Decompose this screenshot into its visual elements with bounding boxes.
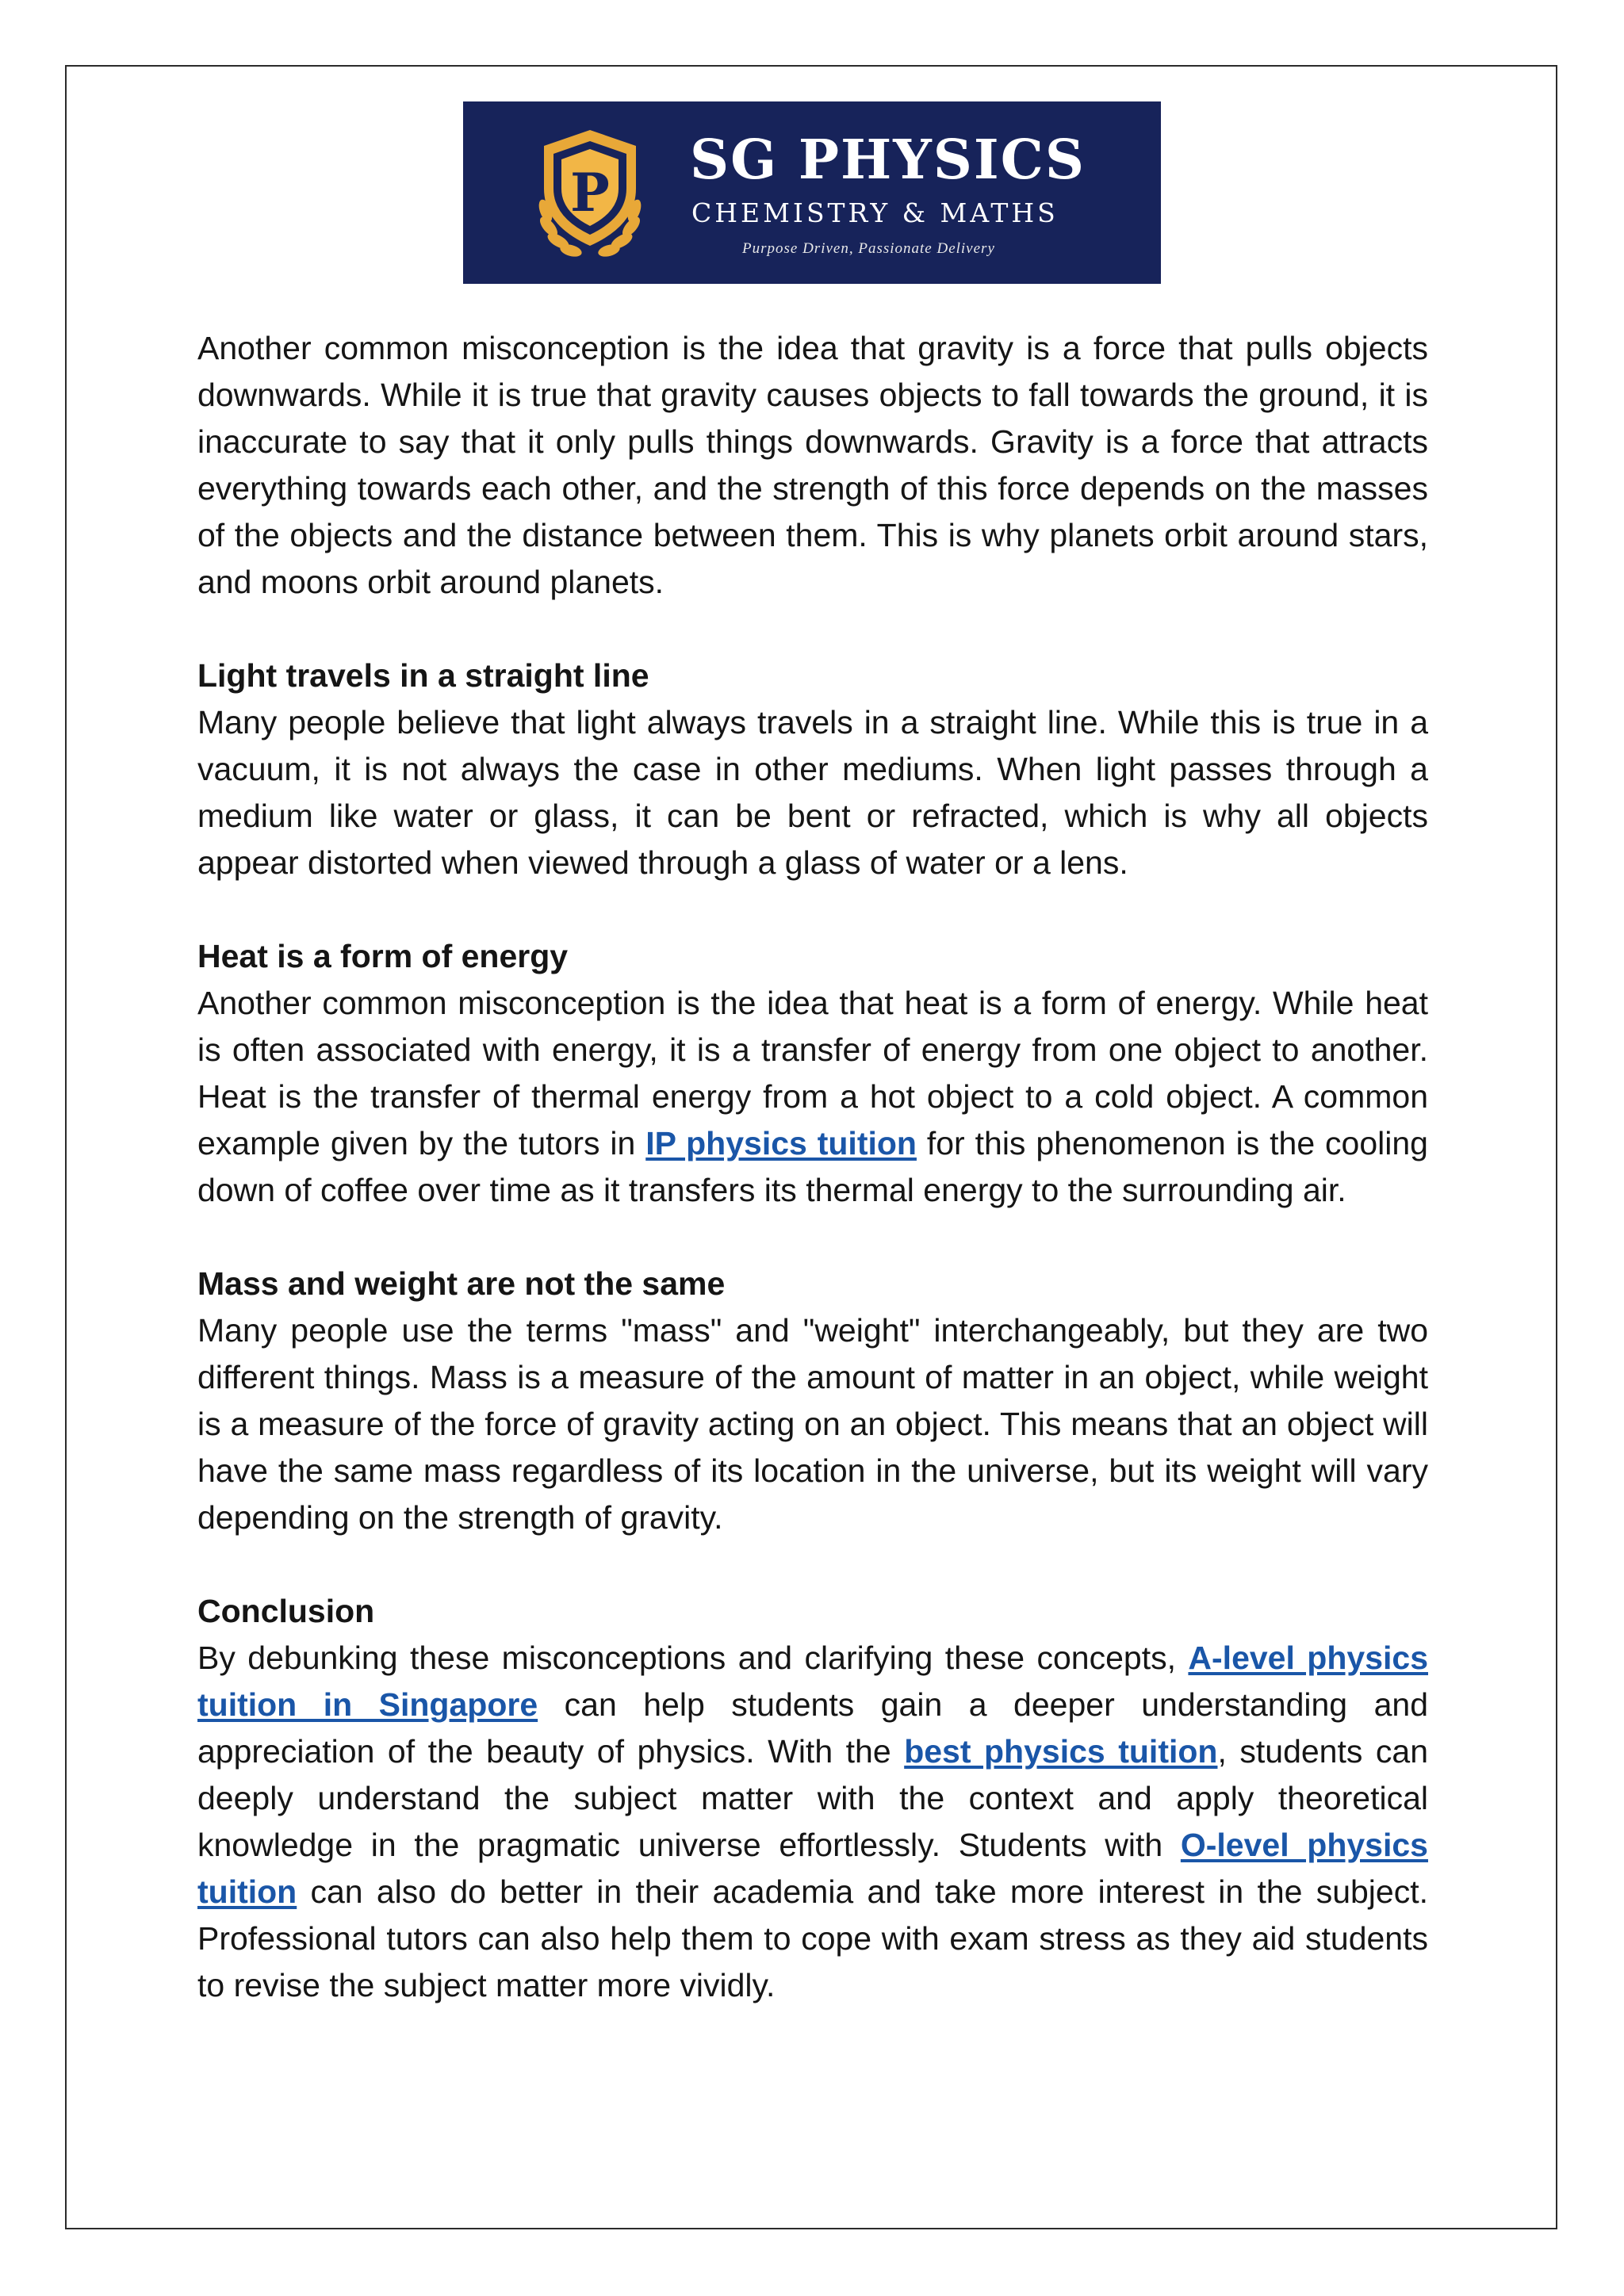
conclusion-text-4: can also do better in their academia and take more interest in the subject. Professional tutors can also help them to cope with exam stress as they aid students to revise the subject matter more vividly. <box>197 1873 1428 2003</box>
emblem-letter: P <box>570 162 610 224</box>
spacer <box>197 1214 1428 1261</box>
spacer <box>197 1541 1428 1588</box>
paragraph-heat <box>197 980 1428 1214</box>
paragraph-conclusion <box>197 1635 1428 2009</box>
heading-heat: Heat is a form of energy <box>197 938 569 974</box>
conclusion-text-3: , students can deeply understand the subject matter with the context and apply theoretical knowledge in the pragmatic universe effortlessly. Students with <box>197 1733 1429 1863</box>
ip-physics-tuition-link[interactable]: IP physics tuition <box>645 1125 917 1161</box>
heat-text-before: Another common misconception is the idea that heat is a form of energy. While heat is often associated with energy, it is a transfer of energy from one object to another. Heat is the transfer of thermal energy from a hot object to a cold object. A common example given by the tutors in <box>197 985 1428 1161</box>
intro-paragraph: Another common misconception is the idea that gravity is a force that pulls objects downwards. While it is true that gravity causes objects to fall towards the ground, it is inaccurate to say that it only pulls things downwards. Gravity is a force that attracts everything towards each other, and the strength of this force depends on the masses of the objects and the distance between them. This is why planets orbit around stars, and moons orbit around planets. <box>197 330 1428 600</box>
spacer <box>197 886 1428 933</box>
a-level-physics-tuition-link[interactable]: A-level physics tuition in Singapore <box>197 1640 1428 1723</box>
logo-tagline: Purpose Driven, Passionate Delivery <box>742 240 995 257</box>
logo-subtitle: CHEMISTRY & MATHS <box>691 197 1059 228</box>
heading-conclusion: Conclusion <box>197 1593 375 1629</box>
company-logo <box>463 101 1161 284</box>
heading-light: Light travels in a straight line <box>197 657 649 694</box>
shield-emblem-icon <box>519 122 661 265</box>
paragraph-mass: Many people use the terms "mass" and "weight" interchangeably, but they are two different things. Mass is a measure of the amount of matter in an object, while weight is a measure of the force of gravity acting on an object. This means that an object will have the same mass regardless of its location in the universe, but its weight will vary depending on the strength of gravity. <box>197 1312 1428 1536</box>
logo-title: SG PHYSICS <box>690 128 1086 192</box>
best-physics-tuition-link[interactable]: best physics tuition <box>904 1733 1218 1770</box>
o-level-physics-tuition-link[interactable]: O-level physics tuition <box>197 1827 1428 1910</box>
paragraph-light: Many people believe that light always travels in a straight line. While this is true in a vacuum, it is not always the case in other mediums. When light passes through a medium like water or glass, it can be bent or refracted, which is why all objects appear distorted when viewed through a glass of water or a lens. <box>197 704 1428 881</box>
conclusion-text-1: By debunking these misconceptions and clarifying these concepts, <box>197 1640 1189 1676</box>
heading-mass: Mass and weight are not the same <box>197 1265 726 1302</box>
spacer <box>197 606 1428 652</box>
article-body <box>197 325 1428 2009</box>
conclusion-text-2: can help students gain a deeper understanding and appreciation of the beauty of physics. With the <box>197 1686 1428 1770</box>
heat-text-after: for this phenomenon is the cooling down of coffee over time as it transfers its thermal energy to the surrounding air. <box>197 1125 1428 1208</box>
